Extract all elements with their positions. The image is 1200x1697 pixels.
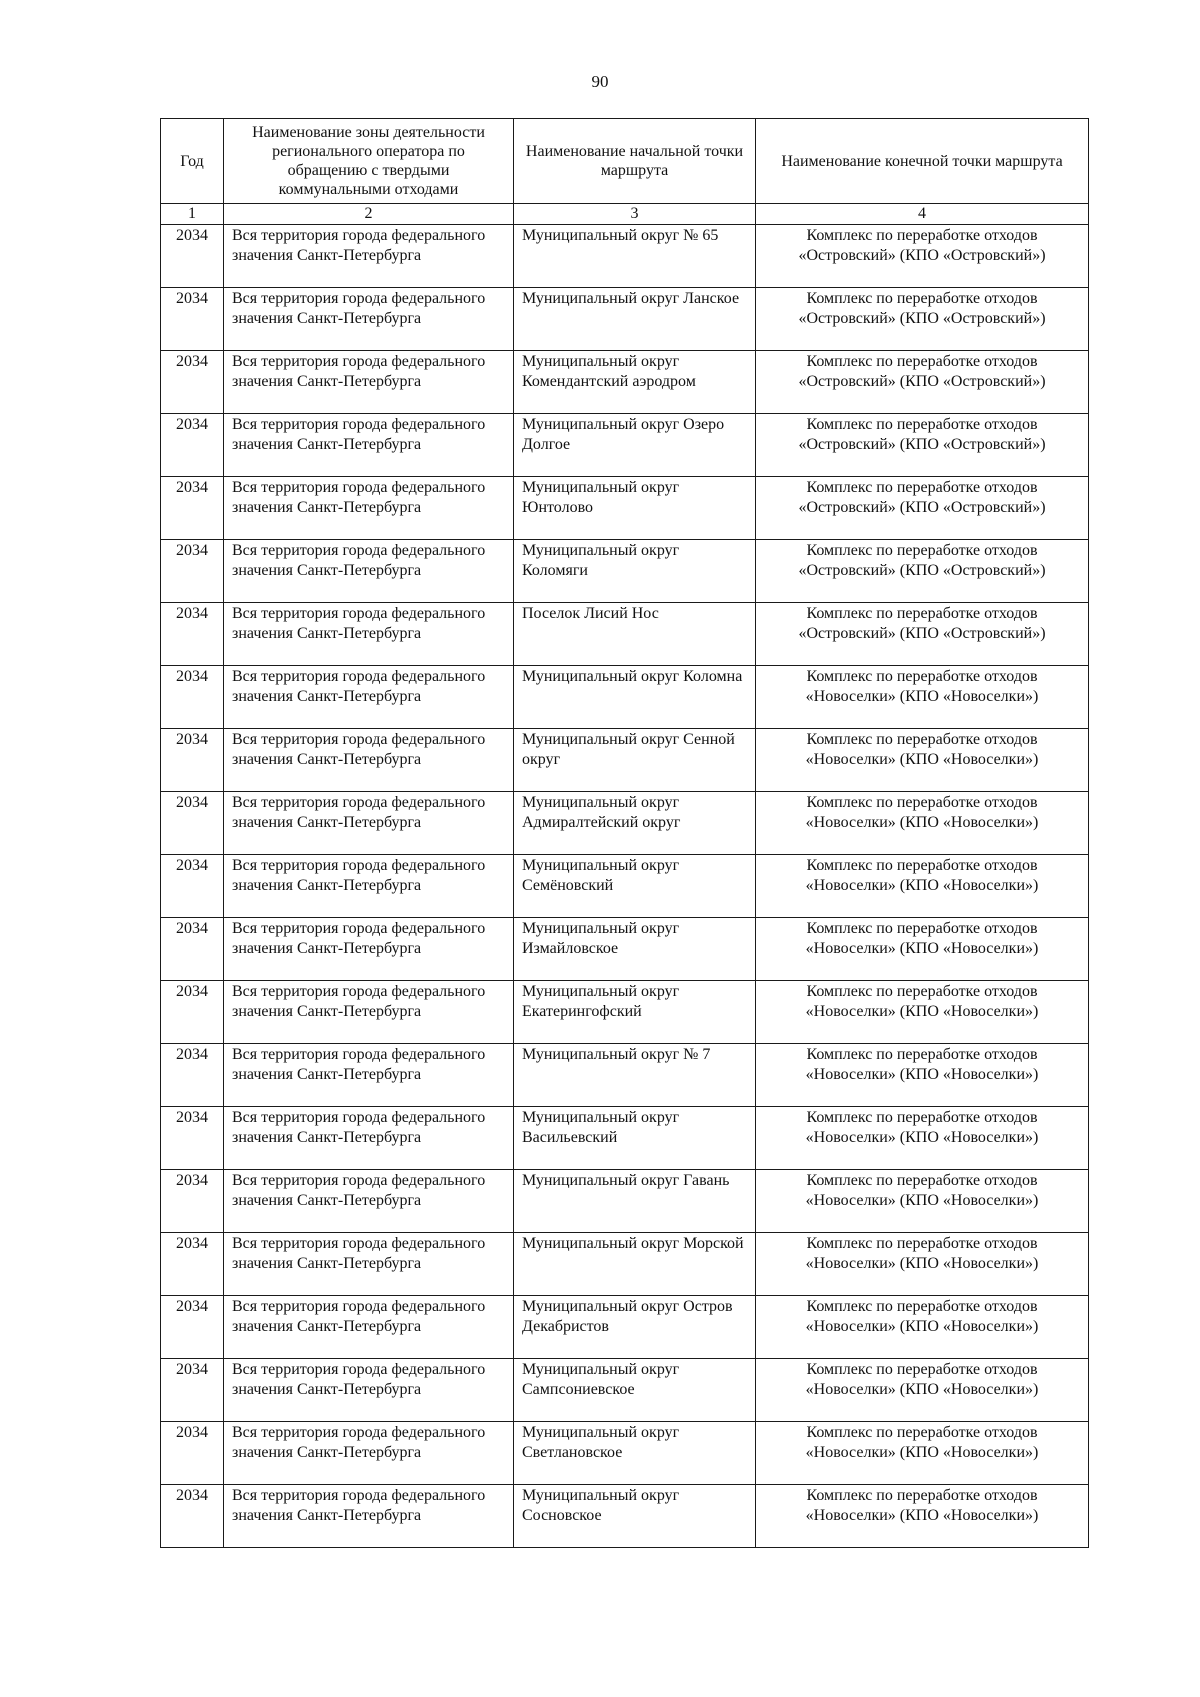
cell-end-point: Комплекс по переработке отходов «Островский» (КПО «Островский») <box>756 351 1089 414</box>
column-number: 2 <box>224 204 514 225</box>
cell-start-point: Муниципальный округ Семёновский <box>514 855 756 918</box>
cell-zone: Вся территория города федерального значения Санкт-Петербурга <box>224 666 514 729</box>
cell-zone: Вся территория города федерального значения Санкт-Петербурга <box>224 540 514 603</box>
cell-zone: Вся территория города федерального значения Санкт-Петербурга <box>224 1107 514 1170</box>
cell-year: 2034 <box>161 540 224 603</box>
table-row <box>161 540 1089 603</box>
cell-start-point: Муниципальный округ Васильевский <box>514 1107 756 1170</box>
table-row <box>161 477 1089 540</box>
cell-end-point: Комплекс по переработке отходов «Новоселки» (КПО «Новоселки») <box>756 1485 1089 1548</box>
cell-start-point: Муниципальный округ № 65 <box>514 225 756 288</box>
table-row <box>161 288 1089 351</box>
cell-zone: Вся территория города федерального значения Санкт-Петербурга <box>224 1422 514 1485</box>
table-row <box>161 1044 1089 1107</box>
cell-year: 2034 <box>161 1296 224 1359</box>
cell-zone: Вся территория города федерального значения Санкт-Петербурга <box>224 225 514 288</box>
cell-start-point: Муниципальный округ Сенной округ <box>514 729 756 792</box>
cell-end-point: Комплекс по переработке отходов «Островский» (КПО «Островский») <box>756 288 1089 351</box>
cell-start-point: Муниципальный округ Юнтолово <box>514 477 756 540</box>
cell-end-point: Комплекс по переработке отходов «Новоселки» (КПО «Новоселки») <box>756 1422 1089 1485</box>
table-row <box>161 1359 1089 1422</box>
cell-zone: Вся территория города федерального значения Санкт-Петербурга <box>224 1170 514 1233</box>
cell-end-point: Комплекс по переработке отходов «Новоселки» (КПО «Новоселки») <box>756 792 1089 855</box>
cell-zone: Вся территория города федерального значения Санкт-Петербурга <box>224 981 514 1044</box>
cell-year: 2034 <box>161 981 224 1044</box>
cell-year: 2034 <box>161 1170 224 1233</box>
cell-zone: Вся территория города федерального значения Санкт-Петербурга <box>224 1485 514 1548</box>
cell-start-point: Муниципальный округ Остров Декабристов <box>514 1296 756 1359</box>
cell-end-point: Комплекс по переработке отходов «Новоселки» (КПО «Новоселки») <box>756 918 1089 981</box>
cell-zone: Вся территория города федерального значения Санкт-Петербурга <box>224 351 514 414</box>
cell-zone: Вся территория города федерального значения Санкт-Петербурга <box>224 288 514 351</box>
table-row <box>161 603 1089 666</box>
cell-start-point: Муниципальный округ Коломна <box>514 666 756 729</box>
cell-year: 2034 <box>161 918 224 981</box>
cell-end-point: Комплекс по переработке отходов «Новоселки» (КПО «Новоселки») <box>756 855 1089 918</box>
cell-start-point: Муниципальный округ Адмиралтейский округ <box>514 792 756 855</box>
cell-zone: Вся территория города федерального значения Санкт-Петербурга <box>224 414 514 477</box>
cell-year: 2034 <box>161 414 224 477</box>
cell-end-point: Комплекс по переработке отходов «Островский» (КПО «Островский») <box>756 603 1089 666</box>
cell-end-point: Комплекс по переработке отходов «Новоселки» (КПО «Новоселки») <box>756 1107 1089 1170</box>
column-number: 4 <box>756 204 1089 225</box>
cell-zone: Вся территория города федерального значения Санкт-Петербурга <box>224 855 514 918</box>
column-number: 1 <box>161 204 224 225</box>
table-row <box>161 1170 1089 1233</box>
cell-start-point: Муниципальный округ Сампсониевское <box>514 1359 756 1422</box>
cell-year: 2034 <box>161 1485 224 1548</box>
routes-table <box>160 118 1089 1548</box>
cell-start-point: Муниципальный округ Гавань <box>514 1170 756 1233</box>
cell-year: 2034 <box>161 1044 224 1107</box>
table-row <box>161 414 1089 477</box>
cell-zone: Вся территория города федерального значения Санкт-Петербурга <box>224 603 514 666</box>
table-row <box>161 981 1089 1044</box>
cell-year: 2034 <box>161 1359 224 1422</box>
header-start-point: Наименование начальной точки маршрута <box>514 119 756 204</box>
cell-year: 2034 <box>161 477 224 540</box>
cell-zone: Вся территория города федерального значения Санкт-Петербурга <box>224 729 514 792</box>
cell-zone: Вся территория города федерального значения Санкт-Петербурга <box>224 1233 514 1296</box>
cell-start-point: Муниципальный округ Екатерингофский <box>514 981 756 1044</box>
cell-zone: Вся территория города федерального значения Санкт-Петербурга <box>224 477 514 540</box>
cell-year: 2034 <box>161 729 224 792</box>
cell-end-point: Комплекс по переработке отходов «Новоселки» (КПО «Новоселки») <box>756 666 1089 729</box>
cell-start-point: Поселок Лисий Нос <box>514 603 756 666</box>
cell-end-point: Комплекс по переработке отходов «Новоселки» (КПО «Новоселки») <box>756 1233 1089 1296</box>
cell-zone: Вся территория города федерального значения Санкт-Петербурга <box>224 792 514 855</box>
cell-end-point: Комплекс по переработке отходов «Островский» (КПО «Островский») <box>756 225 1089 288</box>
cell-zone: Вся территория города федерального значения Санкт-Петербурга <box>224 918 514 981</box>
cell-end-point: Комплекс по переработке отходов «Новоселки» (КПО «Новоселки») <box>756 1170 1089 1233</box>
table-row <box>161 918 1089 981</box>
header-end-point: Наименование конечной точки маршрута <box>756 119 1089 204</box>
cell-year: 2034 <box>161 603 224 666</box>
cell-year: 2034 <box>161 666 224 729</box>
cell-start-point: Муниципальный округ Озеро Долгое <box>514 414 756 477</box>
page-number: 90 <box>591 72 609 91</box>
table-header-row <box>161 119 1089 204</box>
cell-start-point: Муниципальный округ Сосновское <box>514 1485 756 1548</box>
table-row <box>161 1422 1089 1485</box>
cell-end-point: Комплекс по переработке отходов «Новоселки» (КПО «Новоселки») <box>756 981 1089 1044</box>
cell-end-point: Комплекс по переработке отходов «Островский» (КПО «Островский») <box>756 477 1089 540</box>
cell-start-point: Муниципальный округ № 7 <box>514 1044 756 1107</box>
cell-year: 2034 <box>161 1107 224 1170</box>
table-row <box>161 1107 1089 1170</box>
cell-start-point: Муниципальный округ Светлановское <box>514 1422 756 1485</box>
cell-year: 2034 <box>161 288 224 351</box>
header-year: Год <box>161 119 224 204</box>
table-row <box>161 855 1089 918</box>
cell-start-point: Муниципальный округ Комендантский аэродром <box>514 351 756 414</box>
table-row <box>161 729 1089 792</box>
cell-year: 2034 <box>161 792 224 855</box>
cell-end-point: Комплекс по переработке отходов «Островский» (КПО «Островский») <box>756 540 1089 603</box>
column-number: 3 <box>514 204 756 225</box>
cell-end-point: Комплекс по переработке отходов «Островский» (КПО «Островский») <box>756 414 1089 477</box>
cell-year: 2034 <box>161 1233 224 1296</box>
table-body <box>161 225 1089 1548</box>
table-row <box>161 351 1089 414</box>
cell-zone: Вся территория города федерального значения Санкт-Петербурга <box>224 1296 514 1359</box>
table-row <box>161 1296 1089 1359</box>
cell-year: 2034 <box>161 351 224 414</box>
cell-end-point: Комплекс по переработке отходов «Новоселки» (КПО «Новоселки») <box>756 1359 1089 1422</box>
cell-year: 2034 <box>161 855 224 918</box>
table-row <box>161 666 1089 729</box>
table-row <box>161 1233 1089 1296</box>
cell-start-point: Муниципальный округ Коломяги <box>514 540 756 603</box>
cell-zone: Вся территория города федерального значения Санкт-Петербурга <box>224 1044 514 1107</box>
cell-year: 2034 <box>161 225 224 288</box>
cell-start-point: Муниципальный округ Измайловское <box>514 918 756 981</box>
table-row <box>161 792 1089 855</box>
cell-zone: Вся территория города федерального значения Санкт-Петербурга <box>224 1359 514 1422</box>
table-row <box>161 1485 1089 1548</box>
cell-end-point: Комплекс по переработке отходов «Новоселки» (КПО «Новоселки») <box>756 729 1089 792</box>
header-zone: Наименование зоны деятельности регионального оператора по обращению с твердыми коммунальными отходами <box>224 119 514 204</box>
cell-end-point: Комплекс по переработке отходов «Новоселки» (КПО «Новоселки») <box>756 1296 1089 1359</box>
column-number-row <box>161 204 1089 225</box>
cell-year: 2034 <box>161 1422 224 1485</box>
cell-start-point: Муниципальный округ Морской <box>514 1233 756 1296</box>
cell-end-point: Комплекс по переработке отходов «Новоселки» (КПО «Новоселки») <box>756 1044 1089 1107</box>
cell-start-point: Муниципальный округ Ланское <box>514 288 756 351</box>
table-row <box>161 225 1089 288</box>
